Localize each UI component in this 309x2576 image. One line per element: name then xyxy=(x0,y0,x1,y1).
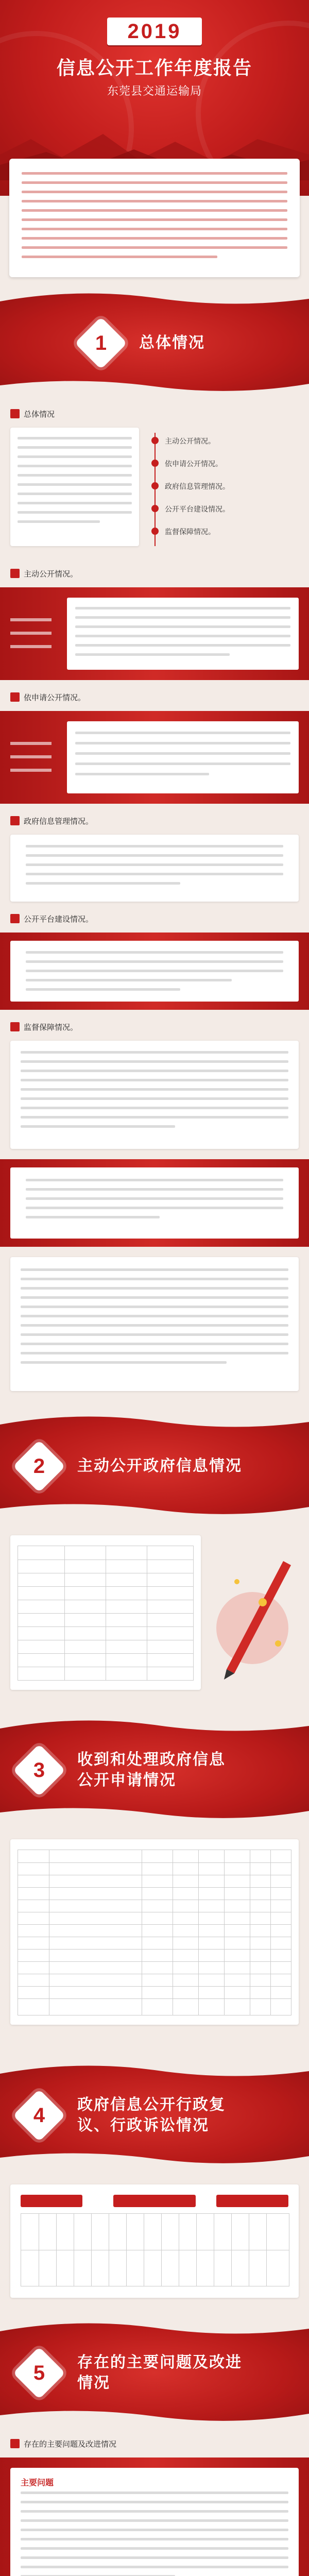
section-number-badge xyxy=(13,2347,65,2399)
section-banner-2 xyxy=(0,1412,309,1520)
menu-item: 监督保障情况。 xyxy=(165,528,215,536)
info-text-card xyxy=(10,835,299,902)
intro-card xyxy=(9,159,300,277)
section-banner-5 xyxy=(0,2318,309,2427)
review-table xyxy=(21,2213,289,2286)
active-table-card xyxy=(10,1535,201,1690)
section-number-badge xyxy=(13,1440,65,1493)
section-title: 存在的主要问题及改进情况 xyxy=(77,2354,242,2392)
section-number: 4 xyxy=(33,2104,45,2127)
active-table xyxy=(18,1546,194,1681)
section-title: 政府信息公开行政复议、行政诉讼情况 xyxy=(77,2096,226,2134)
apply-table xyxy=(18,1850,291,2015)
bullet-icon xyxy=(10,569,20,578)
bullet-icon xyxy=(10,409,20,418)
extra-text-card xyxy=(10,1257,299,1391)
sub-label: 公开平台建设情况。 xyxy=(24,915,94,924)
supervise-text-card xyxy=(10,1041,299,1149)
section-title: 收到和处理政府信息公开申请情况 xyxy=(77,1751,226,1789)
section-number: 3 xyxy=(33,1759,45,1782)
section-title: 主动公开政府信息情况 xyxy=(77,1458,242,1475)
section-number-badge xyxy=(13,2089,65,2142)
year-badge: 2019 xyxy=(107,18,202,45)
bullet-icon xyxy=(10,1022,20,1031)
sub-label: 监督保障情况。 xyxy=(24,1023,78,1032)
menu-item: 依申请公开情况。 xyxy=(165,460,222,468)
section-banner-1 xyxy=(0,289,309,397)
sub-label: 存在的主要问题及改进情况 xyxy=(24,2440,117,2449)
section-number: 1 xyxy=(95,332,107,354)
apply-table-card xyxy=(10,1839,299,2025)
section-number-badge xyxy=(13,1744,65,1797)
bullet-icon xyxy=(10,692,20,702)
box-title: 主要问题 xyxy=(21,2479,54,2487)
review-table-card xyxy=(10,2184,299,2298)
review-tag xyxy=(113,2195,196,2207)
overview-menu xyxy=(154,433,299,546)
problems-red-block xyxy=(0,2458,309,2576)
review-tag xyxy=(216,2195,288,2207)
decor-motif xyxy=(10,742,52,773)
pencil-illustration xyxy=(206,1540,299,1685)
sub-label: 主动公开情况。 xyxy=(24,570,78,579)
bullet-icon xyxy=(10,816,20,825)
section-banner-4 xyxy=(0,2061,309,2169)
sub-label: 依申请公开情况。 xyxy=(24,693,86,702)
menu-item: 公开平台建设情况。 xyxy=(165,505,230,513)
menu-item: 政府信息管理情况。 xyxy=(165,482,230,490)
active-red-block xyxy=(0,587,309,680)
review-tag xyxy=(21,2195,82,2207)
sub-label: 总体情况 xyxy=(24,410,55,419)
bullet-icon xyxy=(10,914,20,923)
section-number: 2 xyxy=(33,1455,45,1478)
sub-label: 政府信息管理情况。 xyxy=(24,817,94,826)
platform-red-block xyxy=(0,933,309,1010)
menu-item: 主动公开情况。 xyxy=(165,437,215,445)
report-org: 东莞县交通运输局 xyxy=(107,84,202,97)
section-banner-3 xyxy=(0,1716,309,1824)
bullet-icon xyxy=(10,2439,20,2448)
supervise-red-block xyxy=(0,1159,309,1247)
decor-wave xyxy=(0,376,309,397)
section-number-badge xyxy=(75,317,127,369)
decor-wave xyxy=(0,289,309,309)
section-title: 总体情况 xyxy=(139,334,205,351)
overview-text-card xyxy=(10,428,139,546)
decor-motif xyxy=(10,618,52,649)
report-title: 信息公开工作年度报告 xyxy=(56,57,252,78)
apply-red-block xyxy=(0,711,309,804)
section-number: 5 xyxy=(33,2362,45,2384)
